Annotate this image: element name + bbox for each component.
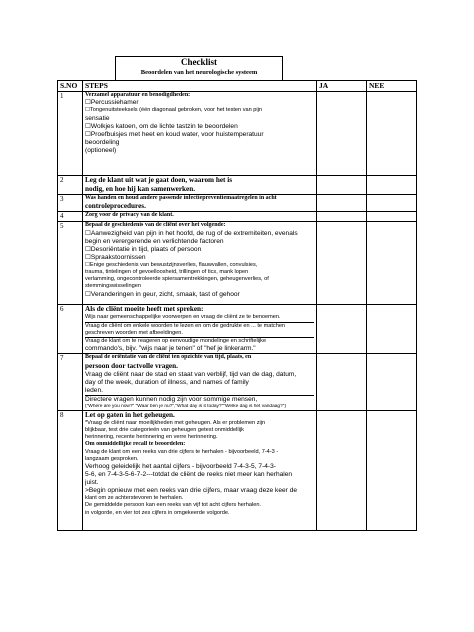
step-number: 4 xyxy=(58,212,83,222)
step-line: Verhoog geleidelijk het aantal cijfers - bijvoorbeeld 7-4-3-5, 7-4-3- xyxy=(85,463,276,471)
step-text xyxy=(83,222,317,305)
header-steps: STEPS xyxy=(83,81,317,92)
step-line: controleprocedures. xyxy=(85,202,146,211)
step-line: geschreven woorden met afbeeldingen. xyxy=(85,330,314,338)
step-text xyxy=(83,212,317,222)
nee-checkbox-cell[interactable] xyxy=(367,222,417,305)
step-number: 7 xyxy=(58,354,83,411)
nee-checkbox-cell[interactable] xyxy=(367,195,417,212)
header-row xyxy=(58,81,417,92)
step-number: 3 xyxy=(58,195,83,212)
step-line: leden. xyxy=(85,387,314,396)
step-line: begin en verergerende en verlichtende factoren xyxy=(85,237,224,245)
document-title: Checklist xyxy=(181,57,217,67)
step-line: ☐Desoriëntatie in tijd, plaats of persoon xyxy=(85,245,202,253)
step-line: juist. xyxy=(85,479,99,487)
nee-checkbox-cell[interactable] xyxy=(367,212,417,222)
step-line: Bepaal de oriëntatie van de cliënt ten opzichte van tijd, plaats, en xyxy=(85,354,252,361)
step-text xyxy=(83,354,317,411)
table-row xyxy=(58,222,417,305)
title-box xyxy=(115,56,283,81)
nee-checkbox-cell[interactable] xyxy=(367,305,417,354)
step-line: Let op gaten in het geheugen. xyxy=(85,410,175,419)
table-row xyxy=(58,92,417,176)
nee-checkbox-cell[interactable] xyxy=(367,176,417,195)
ja-checkbox-cell[interactable] xyxy=(317,195,367,212)
table-row xyxy=(58,354,417,411)
step-line: 5-6, en 7-4-3-5-6-7-2---totdat de cliënt de reeks niet meer kan herhalen xyxy=(85,471,293,479)
step-line: day of the week, duration of illness, and names of family xyxy=(85,378,249,386)
ja-checkbox-cell[interactable] xyxy=(317,176,367,195)
step-line: beoordeling xyxy=(85,138,120,146)
step-text xyxy=(83,305,317,354)
step-line: ("Where are you now?" "Waar ben je nu?","What day is it today?""Welke dag is het vandaag?") xyxy=(85,403,287,409)
step-line: klant om ze achterstevoren te herhalen. xyxy=(85,495,184,502)
step-line: langzaam gesproken. xyxy=(85,456,139,463)
step-line: trauma, tintelingen of gevoelloosheid, trillingen of tics, mank lopen xyxy=(85,269,249,276)
step-line: stemmingswisselingen xyxy=(85,283,141,290)
checklist-rows xyxy=(58,92,417,531)
nee-checkbox-cell[interactable] xyxy=(367,410,417,530)
step-text xyxy=(83,176,317,195)
step-line: ☐Percussiehamer xyxy=(85,99,139,107)
step-line: nodig, en hoe hij kan samenwerken. xyxy=(85,185,196,193)
step-line: Wijs naar gemeenschappelijke voorwerpen en vraag de cliënt ze te benoemen. xyxy=(85,314,314,322)
step-line: >Begin opnieuw met een reeks van drie cijfers, maar vraag deze keer de xyxy=(85,487,298,495)
step-line: *Vraag de cliënt naar moeilijkheden met geheugen. Als er problemen zijn xyxy=(85,419,266,426)
step-line: Vraag de klant om te reageren op eenvoudige mondelinge en schriftelijke xyxy=(85,338,267,345)
step-text xyxy=(83,410,317,530)
step-number: 1 xyxy=(58,92,83,176)
step-number: 5 xyxy=(58,222,83,305)
step-line: Vraag de cliënt om enkele woorden te lezen en om de gedrukte en ... te matchen xyxy=(85,322,286,329)
table-row xyxy=(58,410,417,530)
ja-checkbox-cell[interactable] xyxy=(317,222,367,305)
step-line: (optioneel) xyxy=(85,146,117,154)
table-row xyxy=(58,176,417,195)
step-line: verlamming, ongecontroleerde spiersamentrekkingen, geheugenverlies, of xyxy=(85,276,269,283)
nee-checkbox-cell[interactable] xyxy=(367,354,417,411)
step-line: in volgorde, en vier tot zes cijfers in omgekeerde volgorde. xyxy=(85,509,230,516)
step-line: Vraag de klant om een reeks van drie cijfers te herhalen - bijvoorbeeld, 7-4-3 - xyxy=(85,448,279,455)
step-line: Directere vragen kunnen nodig zijn voor sommige mensen, xyxy=(85,395,258,403)
step-line: sensatie xyxy=(85,114,110,122)
step-line: blijkbaar, test drie categorieën van geheugen getest onmiddellijk xyxy=(85,427,244,434)
step-line: ☐Tongenuitsteeksels (één diagonaal gebroken, voor het testen van pijn xyxy=(85,107,262,114)
step-line: Verzamel apparatuur en benodigdheden: xyxy=(85,92,191,98)
ja-checkbox-cell[interactable] xyxy=(317,354,367,411)
step-line: Was handen en houd andere passende infectiepreventiemaatregelen in acht xyxy=(85,195,277,201)
header-sno: S.NO xyxy=(58,81,83,92)
document-subtitle: Beoordelen van het neurologische systeem xyxy=(140,69,258,76)
step-line: Als de cliënt moeite heeft met spreken: xyxy=(85,305,204,314)
step-line: Leg de klant uit wat je gaat doen, waarom het is xyxy=(85,176,233,184)
step-line: herinnering, recente herinnering en verre herinnering. xyxy=(85,434,218,441)
step-line: ☐Proefbuisjes met heet en koud water, voor huistemperatuur xyxy=(85,130,264,138)
step-line: Vraag de cliënt naar de stad en staat van verblijf, tijd van de dag, datum, xyxy=(85,370,297,378)
step-text xyxy=(83,92,317,176)
step-line: ☐Aanwezigheid van pijn in het hoofd, de rug of de extremiteiten, evenals xyxy=(85,229,298,237)
table-row xyxy=(58,195,417,212)
table-row xyxy=(58,212,417,222)
nee-checkbox-cell[interactable] xyxy=(367,92,417,176)
checklist-table xyxy=(57,80,417,531)
table-row xyxy=(58,305,417,354)
step-line: commando's, bijv. "wijs naar je tenen" of "hef je linkerarm." xyxy=(85,345,256,353)
step-line: ☐Veranderingen in geur, zicht, smaak, tast of gehoor xyxy=(85,290,240,298)
step-number: 8 xyxy=(58,410,83,530)
ja-checkbox-cell[interactable] xyxy=(317,212,367,222)
ja-checkbox-cell[interactable] xyxy=(317,305,367,354)
step-number: 2 xyxy=(58,176,83,195)
step-line: persoon door tactvolle vragen. xyxy=(85,361,178,370)
step-line: ☐Spraakstoornissen xyxy=(85,253,146,261)
ja-checkbox-cell[interactable] xyxy=(317,410,367,530)
step-line: Zorg voor de privacy van de klant. xyxy=(85,212,174,219)
header-ja: JA xyxy=(317,81,367,92)
ja-checkbox-cell[interactable] xyxy=(317,92,367,176)
step-line: De gemiddelde persoon kan een reeks van vijf tot acht cijfers herhalen. xyxy=(85,502,261,509)
step-text xyxy=(83,195,317,212)
step-line: ☐Enige geschiedenis van bewustzijnsverlies, flauwvallen, convulsies, xyxy=(85,261,258,268)
step-line: Om onmiddellijke recall te beoordelen: xyxy=(85,441,186,448)
step-number: 6 xyxy=(58,305,83,354)
step-line: Bepaal de geschiedenis van de cliënt over het volgende: xyxy=(85,222,226,229)
step-line: ☐Wolkjes katoen, om de lichte tastzin te beoordelen xyxy=(85,122,238,130)
header-nee: NEE xyxy=(367,81,417,92)
